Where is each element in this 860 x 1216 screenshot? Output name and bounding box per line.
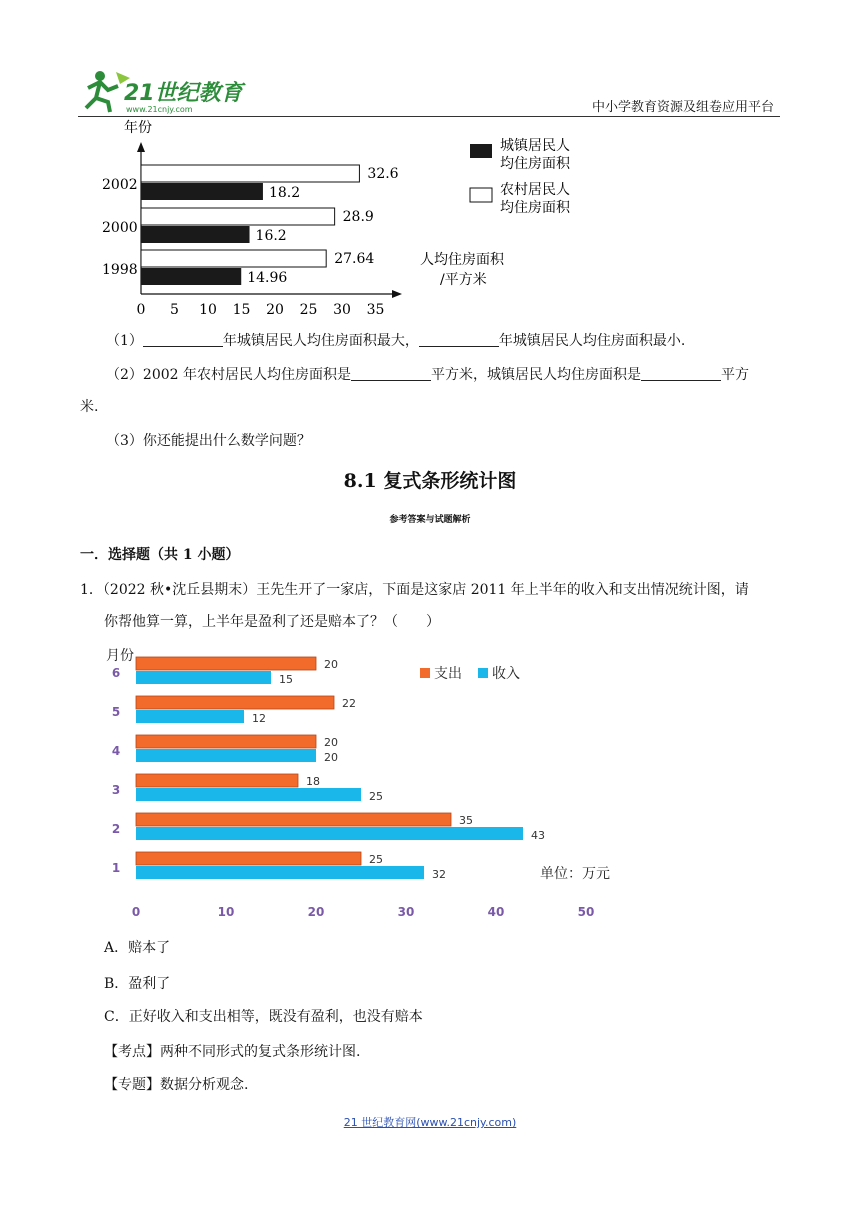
label-urban-1998: 14.96 [247,270,288,286]
label-rural-2002: 32.6 [367,166,399,182]
chart2-xtick-40: 40 [487,905,505,919]
label-expense-5: 22 [342,697,356,710]
q1-blank-2[interactable] [419,332,499,347]
label-urban-2000: 16.2 [255,228,287,244]
label-rural-2000: 28.9 [342,209,374,225]
label-income-3: 25 [369,790,383,803]
bar-income-2 [136,827,523,840]
q2-blank-1[interactable] [351,366,431,381]
label-expense-3: 18 [306,775,320,788]
bar-rural-1998 [141,250,326,267]
bar-income-6 [136,671,271,684]
bar-rural-2002 [141,165,359,182]
option-a[interactable]: A．赔本了 [104,940,171,956]
bar-expense-6 [136,657,316,670]
q1-text-1: 年城镇居民人均住房面积最大， [222,333,419,349]
month-6: 6 [111,666,121,680]
chart2-unit: 单位：万元 [540,866,610,882]
chart1-xlabel-line1: 人均住房面积 [420,252,504,268]
chart2-xtick-20: 20 [307,905,325,919]
chart1-xtick-0: 0 [136,302,146,318]
question-2 [106,364,749,384]
month-1: 1 [111,861,121,875]
legend-rural-line2: 均住房面积 [500,200,570,216]
problem-line-1: 1．（2022 秋•沈丘县期末）王先生开了一家店，下面是这家店 2011 年上半年的收入和支出情况统计图，请 [80,582,749,598]
chart1-legend [470,137,571,216]
chart1-xtick-25: 25 [299,302,318,318]
chart1-xtick-5: 5 [170,302,179,318]
option-b[interactable]: B．盈利了 [104,976,171,992]
bar-expense-1 [136,852,361,865]
q1-text-2: 年城镇居民人均住房面积最小. [498,333,686,349]
header-divider [78,116,780,117]
chart1-y-arrow [137,142,145,152]
income-expense-chart [100,640,626,922]
bar-urban-2000 [141,226,250,243]
label-rural-1998: 27.64 [334,251,375,267]
problem-line-2: 你帮他算一算，上半年是盈利了还是赔本了？（ ） [104,614,440,630]
legend-urban-line1: 城镇居民人 [500,138,570,154]
q2-text-3: 平方 [721,367,749,383]
legend-swatch-rural [470,188,492,202]
page-title: 8.1 复式条形统计图 [343,470,517,492]
category-2000: 2000 [102,220,138,236]
legend-swatch-income [478,668,488,678]
legend-expense: 支出 [434,666,462,682]
section-heading: 一．选择题（共 1 小题） [80,547,240,563]
q2-text-1: （2）2002 年农村居民人均住房面积是 [106,367,351,383]
legend-swatch-expense [420,668,430,678]
chart1-xtick-15: 15 [232,302,251,318]
footer-link[interactable]: 21 世纪教育网(www.21cnjy.com) [343,1116,517,1129]
bar-expense-4 [136,735,316,748]
q2-blank-2[interactable] [641,366,721,381]
legend-rural-line1: 农村居民人 [500,182,570,198]
month-4: 4 [111,744,121,758]
bar-income-5 [136,710,244,723]
label-income-6: 15 [279,673,293,686]
label-urban-2002: 18.2 [268,185,301,201]
label-income-4: 20 [324,751,338,764]
chart2-xtick-0: 0 [131,905,141,919]
legend-swatch-urban [470,144,492,158]
chart1-xtick-35: 35 [366,302,385,318]
chart1-xtick-30: 30 [333,302,351,318]
legend-urban-line2: 均住房面积 [500,156,570,172]
bar-income-3 [136,788,361,801]
legend-income: 收入 [492,666,520,682]
site-logo [78,64,248,116]
logo-url: www.21cnjy.com [126,105,193,114]
page-subtitle: 参考答案与试题解析 [389,515,471,525]
runner-logo-icon [78,64,248,116]
housing-area-chart [96,118,590,318]
chart1-xtick-10: 10 [199,302,217,318]
kaodian: 【考点】两种不同形式的复式条形统计图. [104,1044,361,1060]
chart2-xtick-30: 30 [397,905,415,919]
chart1-x-arrow [392,290,402,298]
month-2: 2 [111,822,121,836]
question-1 [106,330,685,350]
bar-expense-5 [136,696,334,709]
label-expense-1: 25 [369,853,383,866]
month-5: 5 [111,705,121,719]
chart2-xtick-10: 10 [217,905,235,919]
chart2-ylabel: 月份 [106,648,134,664]
chart2-xtick-50: 50 [577,905,595,919]
chart1-ylabel: 年份 [124,120,152,136]
bar-income-4 [136,749,316,762]
category-2002: 2002 [102,177,138,193]
q1-number: （1） [106,333,143,349]
label-expense-2: 35 [459,814,473,827]
question-3: （3）你还能提出什么数学问题？ [106,433,311,449]
chart1-xlabel-line2: /平方米 [440,272,487,288]
bar-expense-3 [136,774,298,787]
label-expense-4: 20 [324,736,338,749]
bar-rural-2000 [141,208,335,225]
bar-urban-1998 [141,268,241,285]
q1-blank-1[interactable] [143,332,223,347]
bar-income-1 [136,866,424,879]
q2-text-2: 平方米，城镇居民人均住房面积是 [431,367,641,383]
month-3: 3 [111,783,121,797]
label-expense-6: 20 [324,658,338,671]
q2-continuation: 米. [80,399,99,415]
label-income-1: 32 [432,868,446,881]
bar-expense-2 [136,813,451,826]
category-1998: 1998 [102,262,138,278]
option-c[interactable]: C．正好收入和支出相等，既没有盈利，也没有赔本 [104,1009,423,1025]
zhuanti: 【专题】数据分析观念. [104,1077,249,1093]
bar-urban-2002 [141,183,263,200]
label-income-5: 12 [252,712,266,725]
logo-text: 21世纪教育 [124,81,243,106]
platform-name: 中小学教育资源及组卷应用平台 [591,100,774,115]
label-income-2: 43 [531,829,545,842]
chart1-xtick-20: 20 [266,302,284,318]
